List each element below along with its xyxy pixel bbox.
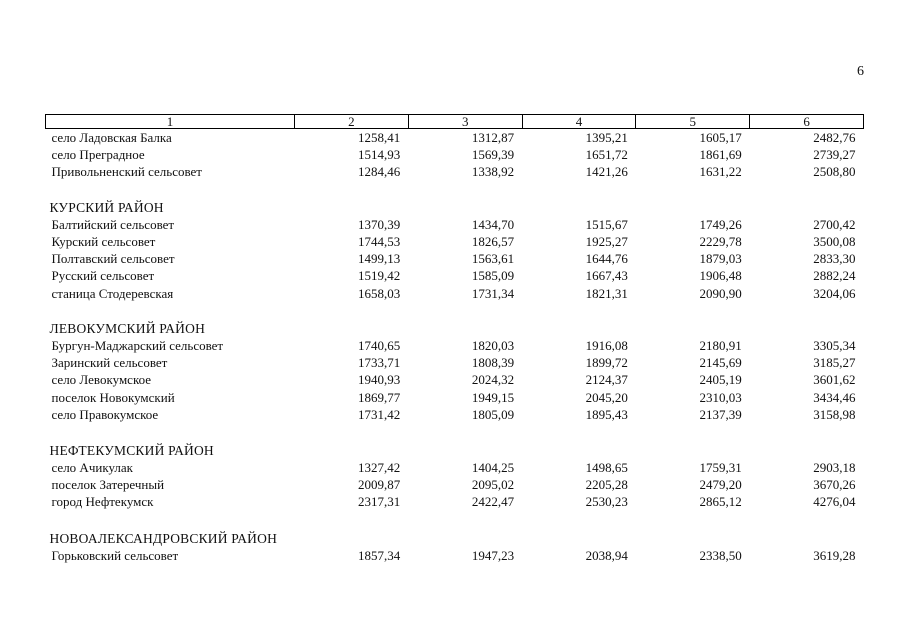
value-cell-col-3: 1563,61 xyxy=(471,251,515,267)
value-cell-col-3: 1312,87 xyxy=(471,130,515,146)
value-cell-col-5: 1879,03 xyxy=(699,251,742,267)
column-header-4: 4 xyxy=(522,115,636,129)
value-cell-col-4: 1895,43 xyxy=(585,406,628,422)
value-cell-col-6: 3670,26 xyxy=(813,477,856,493)
value-cell-col-2: 2009,87 xyxy=(358,477,401,493)
table-row xyxy=(46,216,864,233)
value-cell-col-2: 1258,41 xyxy=(358,130,401,146)
column-header-1: 1 xyxy=(46,115,295,129)
value-cell-col-5: 2090,90 xyxy=(699,285,742,301)
district-title: НЕФТЕКУМСКИЙ РАЙОН xyxy=(49,442,214,458)
value-cell-col-6: 2903,18 xyxy=(813,460,856,476)
value-cell-col-5: 1759,31 xyxy=(699,460,742,476)
value-cell-col-6: 3434,46 xyxy=(813,389,856,405)
value-cell-col-5: 2338,50 xyxy=(699,547,742,563)
column-header-3: 3 xyxy=(408,115,522,129)
section-spacer xyxy=(46,302,864,320)
settlement-name: Балтийский сельсовет xyxy=(51,216,175,232)
value-cell-col-4: 2530,23 xyxy=(585,494,628,510)
value-cell-col-5: 1906,48 xyxy=(699,268,742,284)
settlement-name: станица Стодеревская xyxy=(51,285,174,301)
value-cell-col-6: 4276,04 xyxy=(813,494,856,510)
value-cell-col-4: 2205,28 xyxy=(585,477,628,493)
value-cell-col-5: 2137,39 xyxy=(699,406,742,422)
value-cell-col-4: 2045,20 xyxy=(585,389,628,405)
district-title: НОВОАЛЕКСАНДРОВСКИЙ РАЙОН xyxy=(49,530,278,546)
table-row xyxy=(46,146,864,163)
column-header-5: 5 xyxy=(636,115,750,129)
table-row xyxy=(46,493,864,510)
table-row xyxy=(46,163,864,180)
value-cell-col-3: 1808,39 xyxy=(471,355,515,371)
value-cell-col-5: 2405,19 xyxy=(699,372,742,388)
value-cell-col-4: 1644,76 xyxy=(585,251,628,267)
value-cell-col-4: 1899,72 xyxy=(585,355,628,371)
value-cell-col-2: 1733,71 xyxy=(358,355,401,371)
value-cell-col-4: 1667,43 xyxy=(585,268,628,284)
value-cell-col-2: 1740,65 xyxy=(358,337,401,353)
value-cell-col-5: 2180,91 xyxy=(699,337,742,353)
table-row xyxy=(46,388,864,405)
value-cell-col-3: 1949,15 xyxy=(471,389,515,405)
value-cell-col-2: 1869,77 xyxy=(358,389,401,405)
value-cell-col-3: 1434,70 xyxy=(471,216,515,232)
value-cell-col-4: 1651,72 xyxy=(585,147,628,163)
value-cell-col-6: 3601,62 xyxy=(813,372,856,388)
value-cell-col-2: 1658,03 xyxy=(358,285,401,301)
value-cell-col-4: 1925,27 xyxy=(585,234,628,250)
column-header-2: 2 xyxy=(295,115,409,129)
value-cell-col-6: 2882,24 xyxy=(813,268,856,284)
value-cell-col-3: 2095,02 xyxy=(471,477,515,493)
settlement-name: Русский сельсовет xyxy=(51,268,155,284)
section-spacer xyxy=(46,423,864,442)
value-cell-col-3: 2024,32 xyxy=(471,372,515,388)
settlement-name: Курский сельсовет xyxy=(51,234,156,250)
value-cell-col-5: 2229,78 xyxy=(699,234,742,250)
table-row xyxy=(46,371,864,388)
value-cell-col-2: 1857,34 xyxy=(358,547,401,563)
district-heading-row xyxy=(46,442,864,459)
value-cell-col-3: 2422,47 xyxy=(471,494,515,510)
table-row xyxy=(46,233,864,250)
value-cell-col-4: 1498,65 xyxy=(585,460,628,476)
value-cell-col-4: 1821,31 xyxy=(585,285,628,301)
value-cell-col-2: 2317,31 xyxy=(358,494,401,510)
settlement-name: село Преградное xyxy=(51,147,145,163)
column-header-6: 6 xyxy=(750,115,864,129)
value-cell-col-6: 2508,80 xyxy=(813,164,856,180)
settlement-name: Заринский сельсовет xyxy=(51,355,168,371)
settlement-name: село Ачикулак xyxy=(51,460,133,476)
value-cell-col-4: 1421,26 xyxy=(585,164,628,180)
table-row xyxy=(46,337,864,354)
settlement-name: поселок Затеречный xyxy=(51,477,165,493)
value-cell-col-2: 1731,42 xyxy=(358,406,401,422)
section-spacer xyxy=(46,181,864,199)
table-row xyxy=(46,267,864,284)
settlement-name: село Левокумское xyxy=(51,372,152,388)
value-cell-col-3: 1826,57 xyxy=(471,234,515,250)
settlement-name: Привольненский сельсовет xyxy=(51,164,202,180)
table-row xyxy=(46,547,864,564)
value-cell-col-5: 1861,69 xyxy=(699,147,742,163)
value-cell-col-3: 1585,09 xyxy=(471,268,515,284)
settlement-name: город Нефтекумск xyxy=(51,494,154,510)
value-cell-col-3: 1404,25 xyxy=(471,460,515,476)
settlement-name: село Правокумское xyxy=(51,406,159,422)
value-cell-col-2: 1327,42 xyxy=(358,460,401,476)
district-heading-row xyxy=(46,530,864,547)
value-cell-col-6: 3500,08 xyxy=(813,234,856,250)
value-cell-col-5: 2479,20 xyxy=(699,477,742,493)
value-cell-col-5: 1605,17 xyxy=(699,130,742,146)
value-cell-col-2: 1519,42 xyxy=(358,268,401,284)
value-cell-col-6: 2833,30 xyxy=(813,251,856,267)
tariff-table xyxy=(45,114,864,564)
table-row xyxy=(46,354,864,371)
value-cell-col-2: 1514,93 xyxy=(358,147,401,163)
value-cell-col-6: 3305,34 xyxy=(813,337,856,353)
district-heading-row xyxy=(46,320,864,337)
table-row xyxy=(46,285,864,302)
settlement-name: Горьковский сельсовет xyxy=(51,547,179,563)
value-cell-col-3: 1820,03 xyxy=(471,337,515,353)
table-row xyxy=(46,406,864,423)
value-cell-col-5: 1749,26 xyxy=(699,216,742,232)
table-body xyxy=(46,129,864,564)
value-cell-col-5: 2145,69 xyxy=(699,355,742,371)
value-cell-col-4: 1395,21 xyxy=(585,130,628,146)
value-cell-col-5: 2310,03 xyxy=(699,389,742,405)
table-row xyxy=(46,250,864,267)
column-number-header-row xyxy=(46,115,864,129)
value-cell-col-6: 3204,06 xyxy=(813,285,856,301)
value-cell-col-5: 2865,12 xyxy=(699,494,742,510)
settlement-name: Полтавский сельсовет xyxy=(51,251,175,267)
district-title: ЛЕВОКУМСКИЙ РАЙОН xyxy=(49,320,206,336)
value-cell-col-3: 1338,92 xyxy=(471,164,515,180)
settlement-name: село Ладовская Балка xyxy=(51,130,172,146)
table-row xyxy=(46,459,864,476)
value-cell-col-2: 1284,46 xyxy=(358,164,401,180)
value-cell-col-4: 2038,94 xyxy=(585,547,628,563)
value-cell-col-6: 2700,42 xyxy=(813,216,856,232)
value-cell-col-2: 1940,93 xyxy=(358,372,401,388)
value-cell-col-6: 3158,98 xyxy=(813,406,856,422)
value-cell-col-6: 2482,76 xyxy=(813,130,856,146)
value-cell-col-2: 1499,13 xyxy=(358,251,401,267)
page-number: 6 xyxy=(857,64,864,79)
settlement-name: поселок Новокумский xyxy=(51,389,175,405)
value-cell-col-4: 1515,67 xyxy=(585,216,628,232)
value-cell-col-3: 1731,34 xyxy=(471,285,515,301)
value-cell-col-4: 1916,08 xyxy=(585,337,628,353)
table-row xyxy=(46,476,864,493)
value-cell-col-3: 1947,23 xyxy=(471,547,515,563)
table-row xyxy=(46,129,864,147)
value-cell-col-6: 3185,27 xyxy=(813,355,856,371)
district-title: КУРСКИЙ РАЙОН xyxy=(49,199,164,215)
value-cell-col-3: 1805,09 xyxy=(471,406,515,422)
value-cell-col-5: 1631,22 xyxy=(699,164,742,180)
value-cell-col-4: 2124,37 xyxy=(585,372,628,388)
value-cell-col-6: 2739,27 xyxy=(813,147,856,163)
value-cell-col-2: 1370,39 xyxy=(358,216,401,232)
value-cell-col-6: 3619,28 xyxy=(813,547,856,563)
value-cell-col-2: 1744,53 xyxy=(358,234,401,250)
section-spacer xyxy=(46,511,864,530)
value-cell-col-3: 1569,39 xyxy=(471,147,515,163)
district-heading-row xyxy=(46,199,864,216)
settlement-name: Бургун-Маджарский сельсовет xyxy=(51,337,224,353)
